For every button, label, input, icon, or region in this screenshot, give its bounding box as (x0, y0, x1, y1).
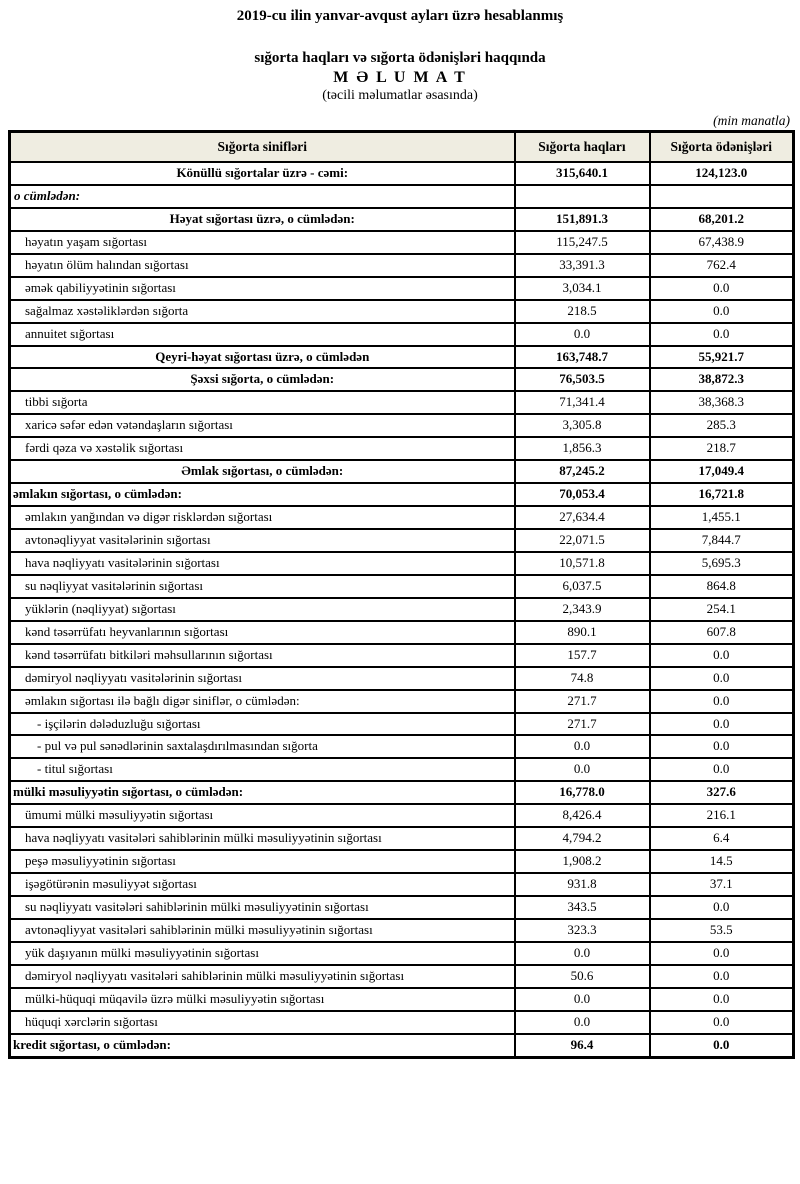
table-row (10, 300, 794, 323)
table-row (10, 781, 794, 804)
insurance-class-label: Qeyri-həyat sığortası üzrə, o cümlədən (10, 346, 515, 369)
insurance-class-label: kənd təsərrüfatı bitkiləri məhsullarının sığortası (10, 644, 515, 667)
insurance-class-label: həyatın yaşam sığortası (10, 231, 515, 254)
units-note: (min manatla) (713, 113, 790, 128)
payments-value: 53.5 (650, 919, 794, 942)
table-row (10, 460, 794, 483)
payments-value: 0.0 (650, 896, 794, 919)
premiums-value: 76,503.5 (515, 368, 650, 391)
payments-value: 0.0 (650, 1034, 794, 1057)
insurance-class-label: Şəxsi sığorta, o cümlədən: (10, 368, 515, 391)
insurance-class-label: əmlakın yanğından və digər risklərdən sığortası (10, 506, 515, 529)
payments-value: 55,921.7 (650, 346, 794, 369)
payments-value: 0.0 (650, 690, 794, 713)
table-row (10, 529, 794, 552)
table-row (10, 850, 794, 873)
table-row (10, 483, 794, 506)
table-row (10, 437, 794, 460)
payments-value: 38,368.3 (650, 391, 794, 414)
insurance-class-label: kənd təsərrüfatı heyvanlarının sığortası (10, 621, 515, 644)
payments-value: 216.1 (650, 804, 794, 827)
payments-value: 254.1 (650, 598, 794, 621)
table-row (10, 162, 794, 185)
premiums-value: 218.5 (515, 300, 650, 323)
premiums-value: 115,247.5 (515, 231, 650, 254)
payments-value: 0.0 (650, 735, 794, 758)
table-row (10, 735, 794, 758)
table-row (10, 942, 794, 965)
payments-value: 285.3 (650, 414, 794, 437)
insurance-class-label: - pul və pul sənədlərinin saxtalaşdırılmasından sığorta (10, 735, 515, 758)
payments-value: 7,844.7 (650, 529, 794, 552)
payments-value: 0.0 (650, 965, 794, 988)
table-row (10, 231, 794, 254)
payments-value: 67,438.9 (650, 231, 794, 254)
payments-value: 0.0 (650, 667, 794, 690)
premiums-value: 96.4 (515, 1034, 650, 1057)
premiums-value: 6,037.5 (515, 575, 650, 598)
premiums-value: 0.0 (515, 735, 650, 758)
premiums-value: 0.0 (515, 988, 650, 1011)
premiums-value: 0.0 (515, 942, 650, 965)
premiums-value: 16,778.0 (515, 781, 650, 804)
insurance-class-label: fərdi qəza və xəstəlik sığortası (10, 437, 515, 460)
premiums-value: 0.0 (515, 323, 650, 346)
payments-value: 327.6 (650, 781, 794, 804)
table-row (10, 575, 794, 598)
payments-value: 864.8 (650, 575, 794, 598)
table-row (10, 896, 794, 919)
payments-value: 16,721.8 (650, 483, 794, 506)
insurance-class-label: avtonəqliyyat vasitələrinin sığortası (10, 529, 515, 552)
table-row (10, 804, 794, 827)
table-row (10, 277, 794, 300)
premiums-value: 71,341.4 (515, 391, 650, 414)
table-row (10, 690, 794, 713)
premiums-value: 87,245.2 (515, 460, 650, 483)
premiums-value: 33,391.3 (515, 254, 650, 277)
payments-value: 0.0 (650, 277, 794, 300)
table-row (10, 713, 794, 736)
premiums-value: 0.0 (515, 758, 650, 781)
premiums-value: 74.8 (515, 667, 650, 690)
table-row (10, 919, 794, 942)
payments-value: 218.7 (650, 437, 794, 460)
premiums-value: 50.6 (515, 965, 650, 988)
insurance-class-label: su nəqliyyat vasitələrinin sığortası (10, 575, 515, 598)
table-row (10, 368, 794, 391)
insurance-class-label: əmək qabiliyyətinin sığortası (10, 277, 515, 300)
insurance-class-label: dəmiryol nəqliyyatı vasitələrinin sığortası (10, 667, 515, 690)
premiums-value: 890.1 (515, 621, 650, 644)
payments-value: 0.0 (650, 758, 794, 781)
premiums-value: 1,856.3 (515, 437, 650, 460)
table-row (10, 758, 794, 781)
table-row (10, 552, 794, 575)
insurance-class-label: hava nəqliyyatı vasitələrinin sığortası (10, 552, 515, 575)
payments-value: 0.0 (650, 713, 794, 736)
premiums-value: 8,426.4 (515, 804, 650, 827)
insurance-class-label: həyatın ölüm halından sığortası (10, 254, 515, 277)
insurance-class-label: hava nəqliyyatı vasitələri sahiblərinin mülki məsuliyyətinin sığortası (10, 827, 515, 850)
insurance-class-label: Könüllü sığortalar üzrə - cəmi: (10, 162, 515, 185)
table-row (10, 873, 794, 896)
payments-value (650, 185, 794, 208)
table-row (10, 346, 794, 369)
insurance-class-label: mülki-hüquqi müqavilə üzrə mülki məsuliyyətin sığortası (10, 988, 515, 1011)
premiums-value: 2,343.9 (515, 598, 650, 621)
insurance-class-label: ümumi mülki məsuliyyətin sığortası (10, 804, 515, 827)
premiums-value: 22,071.5 (515, 529, 650, 552)
payments-value: 0.0 (650, 644, 794, 667)
payments-value: 1,455.1 (650, 506, 794, 529)
report-subtitle: (təcili məlumatlar əsasında) (322, 88, 478, 103)
premiums-value: 3,034.1 (515, 277, 650, 300)
insurance-class-label: hüquqi xərclərin sığortası (10, 1011, 515, 1034)
column-header-payments: Sığorta ödənişləri (650, 132, 794, 163)
table-row (10, 1011, 794, 1034)
payments-value: 0.0 (650, 1011, 794, 1034)
insurance-class-label: - işçilərin dələduzluğu sığortası (10, 713, 515, 736)
column-header-classes: Sığorta sinifləri (10, 132, 515, 163)
insurance-class-label: avtonəqliyyat vasitələri sahiblərinin mülki məsuliyyətinin sığortası (10, 919, 515, 942)
payments-value: 6.4 (650, 827, 794, 850)
table-row (10, 1034, 794, 1057)
table-row (10, 644, 794, 667)
premiums-value (515, 185, 650, 208)
insurance-statistics-table (8, 130, 795, 1059)
premiums-value: 151,891.3 (515, 208, 650, 231)
premiums-value: 343.5 (515, 896, 650, 919)
column-header-premiums: Sığorta haqları (515, 132, 650, 163)
payments-value: 14.5 (650, 850, 794, 873)
insurance-class-label: xaricə səfər edən vətəndaşların sığortası (10, 414, 515, 437)
insurance-class-label: mülki məsuliyyətin sığortası, o cümlədən: (10, 781, 515, 804)
insurance-class-label: Əmlak sığortası, o cümlədən: (10, 460, 515, 483)
insurance-class-label: əmlakın sığortası ilə bağlı digər siniflər, o cümlədən: (10, 690, 515, 713)
payments-value: 38,872.3 (650, 368, 794, 391)
table-row (10, 506, 794, 529)
insurance-class-label: yüklərin (nəqliyyat) sığortası (10, 598, 515, 621)
premiums-value: 163,748.7 (515, 346, 650, 369)
report-title-line2: sığorta haqları və sığorta ödənişləri haqqında (254, 50, 546, 66)
premiums-value: 323.3 (515, 919, 650, 942)
insurance-class-label: annuitet sığortası (10, 323, 515, 346)
payments-value: 5,695.3 (650, 552, 794, 575)
table-row (10, 667, 794, 690)
premiums-value: 27,634.4 (515, 506, 650, 529)
table-row (10, 988, 794, 1011)
premiums-value: 1,908.2 (515, 850, 650, 873)
payments-value: 607.8 (650, 621, 794, 644)
payments-value: 0.0 (650, 300, 794, 323)
premiums-value: 10,571.8 (515, 552, 650, 575)
premiums-value: 931.8 (515, 873, 650, 896)
premiums-value: 315,640.1 (515, 162, 650, 185)
premiums-value: 0.0 (515, 1011, 650, 1034)
insurance-class-label: su nəqliyyatı vasitələri sahiblərinin mülki məsuliyyətinin sığortası (10, 896, 515, 919)
table-row (10, 323, 794, 346)
table-row (10, 185, 794, 208)
table-row (10, 621, 794, 644)
payments-value: 0.0 (650, 942, 794, 965)
table-row (10, 208, 794, 231)
insurance-class-label: - titul sığortası (10, 758, 515, 781)
premiums-value: 157.7 (515, 644, 650, 667)
insurance-class-label: tibbi sığorta (10, 391, 515, 414)
premiums-value: 70,053.4 (515, 483, 650, 506)
table-row (10, 598, 794, 621)
report-title-line1: 2019-cu ilin yanvar-avqust ayları üzrə hesablanmış (236, 8, 564, 24)
table-row (10, 414, 794, 437)
report-title-block (0, 0, 800, 104)
insurance-class-label: işəgötürənin məsuliyyət sığortası (10, 873, 515, 896)
payments-value: 0.0 (650, 323, 794, 346)
premiums-value: 4,794.2 (515, 827, 650, 850)
insurance-class-label: dəmiryol nəqliyyatı vasitələri sahiblərinin mülki məsuliyyətinin sığortası (10, 965, 515, 988)
payments-value: 37.1 (650, 873, 794, 896)
report-title-melumat: M Ə L U M A T (333, 69, 467, 86)
insurance-table-body (10, 162, 794, 1057)
payments-value: 68,201.2 (650, 208, 794, 231)
insurance-class-label: yük daşıyanın mülki məsuliyyətinin sığortası (10, 942, 515, 965)
premiums-value: 271.7 (515, 690, 650, 713)
premiums-value: 3,305.8 (515, 414, 650, 437)
table-row (10, 391, 794, 414)
insurance-class-label: Həyat sığortası üzrə, o cümlədən: (10, 208, 515, 231)
insurance-class-label: o cümlədən: (10, 185, 515, 208)
insurance-class-label: sağalmaz xəstəliklərdən sığorta (10, 300, 515, 323)
premiums-value: 271.7 (515, 713, 650, 736)
table-row (10, 965, 794, 988)
insurance-class-label: peşə məsuliyyətinin sığortası (10, 850, 515, 873)
table-header-row (10, 132, 794, 163)
insurance-class-label: əmlakın sığortası, o cümlədən: (10, 483, 515, 506)
table-row (10, 254, 794, 277)
payments-value: 762.4 (650, 254, 794, 277)
insurance-class-label: kredit sığortası, o cümlədən: (10, 1034, 515, 1057)
table-row (10, 827, 794, 850)
payments-value: 0.0 (650, 988, 794, 1011)
payments-value: 17,049.4 (650, 460, 794, 483)
payments-value: 124,123.0 (650, 162, 794, 185)
